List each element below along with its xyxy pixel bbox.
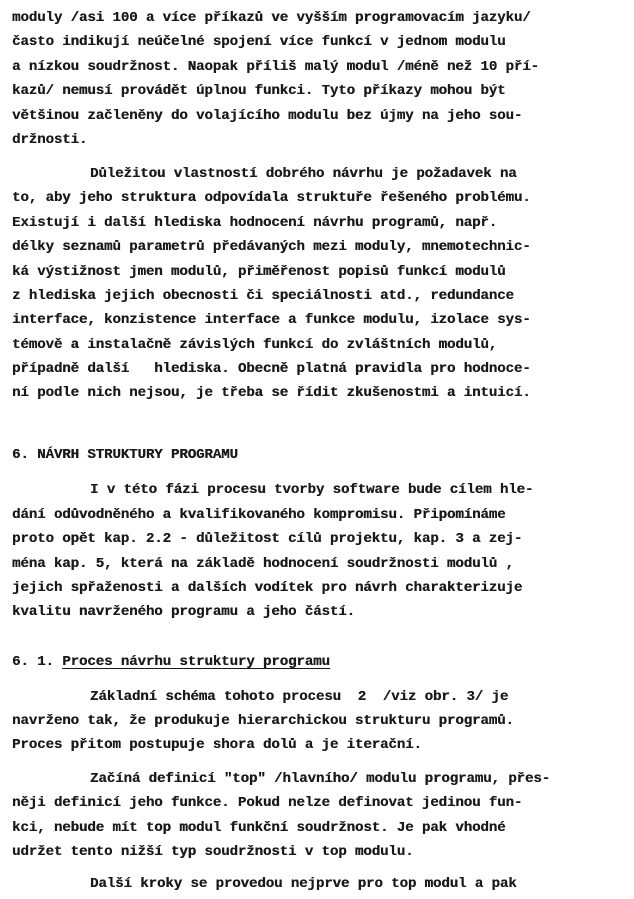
text-line: Základní schéma tohoto procesu 2 /viz obr. 3/ je [90, 689, 509, 705]
text-line: kci, nebude mít top modul funkční soudržnost. Je pak vhodné [12, 820, 506, 836]
text-line: interface, konzistence interface a funkce modulu, izolace sys- [12, 312, 531, 328]
text-line: Proces přitom postupuje shora dolů a je iterační. [12, 737, 422, 753]
section-heading: 6. NÁVRH STRUKTURY PROGRAMU [12, 447, 238, 463]
text-line: I v této fázi procesu tvorby software bude cílem hle- [90, 482, 534, 498]
text-line: navrženo tak, že produkuje hierarchickou strukturu programů. [12, 713, 514, 729]
text-line: kazů/ nemusí provádět úplnou funkci. Tyto příkazy mohou být [12, 83, 506, 99]
text-line: jejich spřaženosti a dalších vodítek pro návrh charakterizuje [12, 580, 523, 596]
text-line: kvalitu navrženého programu a jeho částí. [12, 604, 355, 620]
text-line: něji definicí jeho funkce. Pokud nelze definovat jedinou fun- [12, 795, 523, 811]
subsection-title: Proces návrhu struktury programu [62, 654, 330, 670]
text-line: délky seznamů parametrů předávaných mezi moduly, mnemotechnic- [12, 239, 531, 255]
text-line: Důležitou vlastností dobrého návrhu je požadavek na [90, 166, 517, 182]
subsection-number: 6. 1. [12, 654, 54, 670]
text-line: držnosti. [12, 132, 88, 148]
text-line: často indikují neúčelné spojení více funkcí v jednom modulu [12, 34, 506, 50]
text-line: ména kap. 5, která na základě hodnocení soudržnosti modulů , [12, 556, 514, 572]
text-line: udržet tento nižší typ soudržnosti v top modulu. [12, 844, 414, 860]
text-line: moduly /asi 100 a více příkazů ve vyšším programovacím jazyku/ [12, 10, 531, 26]
text-line: Existují i další hlediska hodnocení návrhu programů, např. [12, 215, 498, 231]
text-line: z hlediska jejich obecnosti či speciálnosti atd., redundance [12, 288, 514, 304]
text-line: ní podle nich nejsou, je třeba se řídit zkušenostmi a intuicí. [12, 385, 531, 401]
text-line: témově a instalačně závislých funkcí do zvláštních modulů, [12, 337, 498, 353]
subsection-heading [12, 652, 330, 672]
text-line: dání odůvodněného a kvalifikovaného kompromisu. Připomínáme [12, 507, 506, 523]
text-line: proto opět kap. 2.2 - důležitost cílů projektu, kap. 3 a zej- [12, 531, 523, 547]
text-line: Začíná definicí "top" /hlavního/ modulu programu, přes- [90, 771, 551, 787]
text-line: to, aby jeho struktura odpovídala struktuře řešeného problému. [12, 190, 531, 206]
text-line: případně další hlediska. Obecně platná pravidla pro hodnoce- [12, 361, 531, 377]
text-line: ká výstižnost jmen modulů, přiměřenost popisů funkcí modulů [12, 264, 506, 280]
text-line: Další kroky se provedou nejprve pro top modul a pak [90, 876, 517, 892]
text-line: většinou začleněny do volajícího modulu bez újmy na jeho sou- [12, 108, 523, 124]
text-line: a nízkou soudržnost. Naopak příliš malý modul /méně než 10 pří- [12, 59, 539, 75]
